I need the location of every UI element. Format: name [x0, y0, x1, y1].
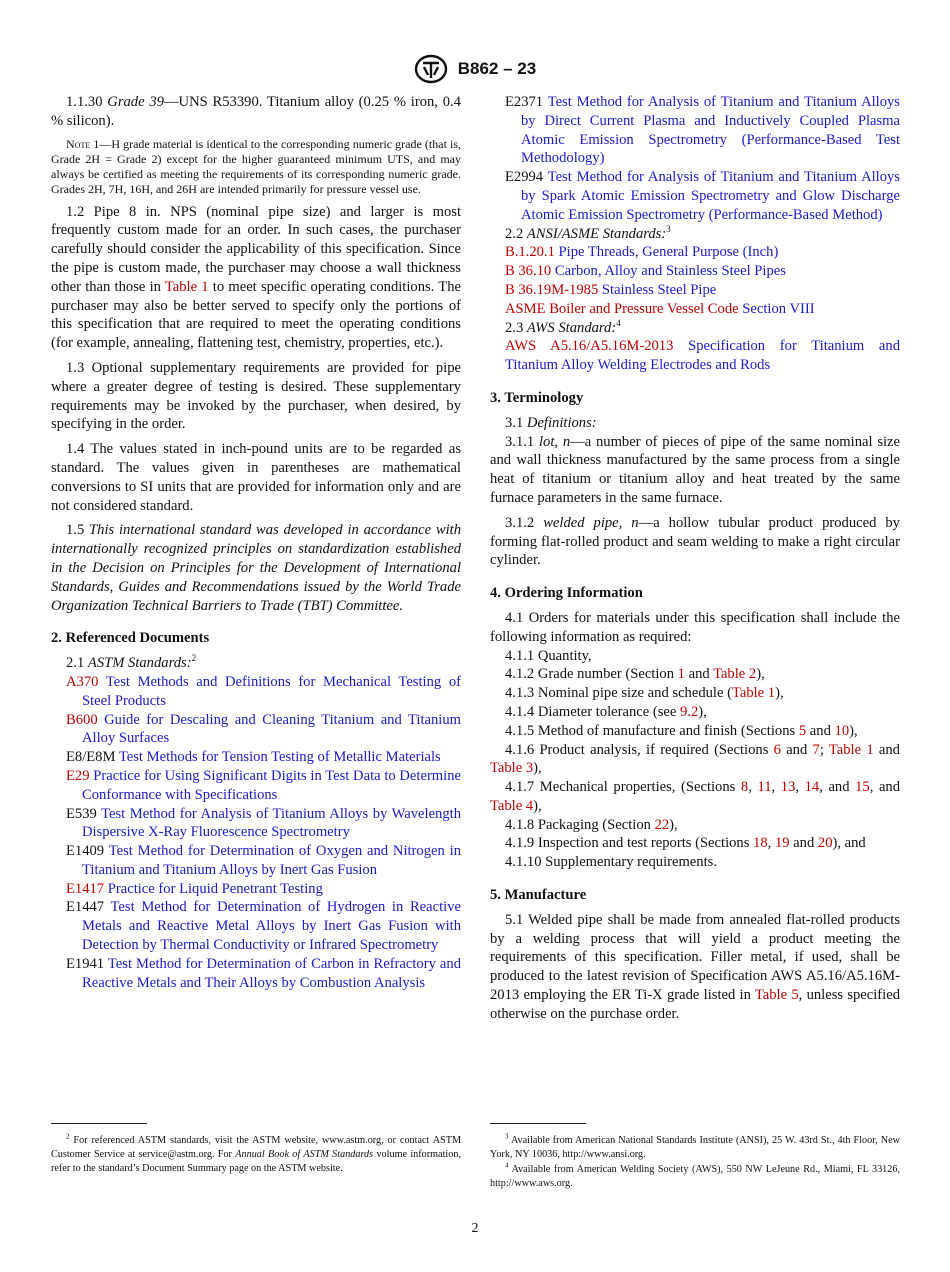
reference-item[interactable] [51, 767, 461, 805]
order-item-4-1-6: 4.1.6 Product analysis, if required (Sections 6 and 7; Table 1 and Table 3), [490, 741, 900, 777]
link-table-2[interactable]: Table 2 [713, 666, 757, 683]
section-5-heading: 5. Manufacture [490, 887, 587, 904]
reference-code: E2994 [505, 169, 544, 186]
footnote-2: $^2$ For referenced ASTM standards, visit the ASTM website, www.astm.org, or contact ASTM Customer Service at service@astm.org. For Annual Book of ASTM Standards volume information, refer to the standard’s Document Summary page on the ASTM website. [51, 1132, 461, 1174]
link-section-5[interactable]: 5 [798, 722, 807, 739]
reference-code: E1409 [66, 843, 105, 860]
reference-title[interactable]: Test Method for Analysis of Titanium and Titanium Alloys by Spark Atomic Emission Spectrometry and Glow Discharge Atomic Emission Spectrometry (Performance-Based Method) [521, 169, 900, 223]
ansi-reference-list [490, 243, 900, 318]
reference-title[interactable]: Stainless Steel Pipe [601, 281, 717, 298]
page-header [0, 54, 950, 84]
para-3-1: 3.1 Definitions: [505, 414, 597, 431]
section-2-heading: 2. Referenced Documents [51, 630, 210, 647]
reference-item[interactable] [490, 281, 900, 300]
link-table-1[interactable]: Table 1 [164, 278, 209, 295]
order-item-4-1-3: 4.1.3 Nominal pipe size and schedule (Table 1), [505, 685, 784, 702]
link-section-18[interactable]: 18 [753, 835, 768, 852]
reference-title[interactable]: Test Method for Analysis of Titanium and Titanium Alloys by Direct Current Plasma and Inductively Coupled Plasma Atomic Emission Spectrometry (Performance-Based Test Methodology) [521, 94, 900, 167]
para-3-1-1: 3.1.1 lot, n—a number of pieces of pipe of the same nominal size and wall thickness manufactured by the same process from a single heat of titanium or titanium alloy and heat treated by the same furnace parameters in the same furnace. [490, 433, 901, 506]
order-item-4-1-8: 4.1.8 Packaging (Section 22), [505, 816, 678, 833]
reference-title[interactable]: Section VIII [742, 300, 815, 317]
reference-item[interactable] [51, 748, 461, 767]
reference-item[interactable] [490, 93, 900, 168]
reference-code: E29 [66, 767, 90, 784]
reference-code: ASME Boiler and Pressure Vessel Code [505, 300, 739, 317]
note-1: Note 1—H grade material is identical to the corresponding numeric grade (that is, Grade 2H = Grade 2) except for the higher guaranteed minimum UTS, and may always be certified as meeting the requirements of its corresponding numeric grade. Grades 2H, 7H, 16H, and 26H are intended primarily for pressure vessel use. [51, 136, 462, 196]
left-column [51, 93, 461, 992]
para-5-1: 5.1 Welded pipe shall be made from annealed flat-rolled products by a welding process that will yield a product meeting the requirements of this specification. Filler metal, if used, shall be produced to the latest revision of Specification AWS A5.16/A5.16M-2013 employing the ER Ti-X grade listed in Table 5, unless specified otherwise on the purchase order. [490, 911, 900, 1022]
para-1-4: 1.4 The values stated in inch-pound units are to be regarded as standard. The values given in parentheses are mathematical conversions to SI units that are provided for information only and are not considered standard. [51, 441, 461, 514]
reference-title[interactable]: Test Method for Analysis of Titanium Alloys by Wavelength Dispersive X-Ray Fluorescence Spectrometry [82, 805, 461, 841]
reference-title[interactable]: Test Methods for Tension Testing of Metallic Materials [118, 749, 441, 766]
reference-item[interactable] [51, 673, 461, 711]
section-4-heading: 4. Ordering Information [490, 585, 643, 602]
astm-reference-list [51, 673, 461, 993]
astm-reference-list-continued [490, 93, 900, 225]
link-table-3[interactable]: Table 3 [490, 760, 534, 777]
reference-item[interactable] [51, 711, 461, 749]
reference-title[interactable]: Test Method for Determination of Hydrogen in Reactive Metals and Reactive Metal Alloys by Inert Gas Fusion with Detection by Thermal Conductivity or Infrared Spectrometry [82, 899, 461, 954]
reference-title[interactable]: Test Methods and Definitions for Mechanical Testing of Steel Products [82, 673, 461, 709]
link-table-4[interactable]: Table 4 [490, 797, 534, 814]
footnote-3: $^3$ Available from American National Standards Institute (ANSI), 25 W. 43rd St., 4th Floor, New York, NY 10036, http://www.ansi.org. [490, 1132, 900, 1160]
page-number: 2 [471, 1221, 479, 1236]
order-item-4-1-4: 4.1.4 Diameter tolerance (see 9.2), [505, 703, 707, 720]
link-section-1[interactable]: 1 [677, 666, 685, 683]
reference-item[interactable] [51, 898, 461, 954]
link-section-13[interactable]: 13 [780, 779, 796, 796]
reference-code: E2371 [505, 94, 544, 110]
para-1-3: 1.3 Optional supplementary requirements are provided for pipe where a greater degree of testing is desired. These supplementary requirements may be invoked by the purchaser, when desired, by specifying in the order. [51, 359, 461, 433]
para-2-2: 2.2 ANSI/ASME Standards:$^3$ [505, 223, 671, 242]
link-section-8[interactable]: 8 [740, 779, 749, 796]
reference-item[interactable] [51, 955, 461, 993]
reference-code: B 36.10 [505, 263, 552, 280]
link-section-19[interactable]: 19 [774, 835, 790, 852]
reference-title[interactable]: Carbon, Alloy and Stainless Steel Pipes [554, 263, 786, 280]
reference-code: E1447 [66, 899, 105, 916]
order-item-4-1-7: 4.1.7 Mechanical properties, (Sections 8, 11, 13, 14, and 15, and Table 4), [490, 779, 901, 814]
link-table-5[interactable]: Table 5 [754, 987, 799, 1004]
footnote-rule [490, 1123, 586, 1124]
reference-code: E8/E8M [66, 749, 116, 766]
reference-item[interactable] [490, 168, 900, 224]
reference-title[interactable]: Practice for Liquid Penetrant Testing [107, 880, 323, 897]
reference-code: B.1.20.1 [505, 244, 555, 261]
reference-code: A370 [66, 673, 99, 690]
para-2-3: 2.3 AWS Standard:$^4$ [505, 317, 621, 336]
link-section-11[interactable]: 11 [757, 779, 772, 796]
para-4-1: 4.1 Orders for materials under this specification shall include the following information as required: [490, 609, 900, 645]
para-1-5: 1.5 This international standard was developed in accordance with internationally recognized principles on standardization established in the Decision on Principles for the Development of International Standards, Guides and Recommendations issued by the World Trade Organization Technical Barriers to Trade (TBT) Committee. [51, 522, 462, 614]
footnote-rule [51, 1123, 147, 1124]
link-table-1[interactable]: Table 1 [828, 741, 874, 758]
reference-item[interactable] [490, 243, 900, 262]
reference-title[interactable]: Guide for Descaling and Cleaning Titanium and Titanium Alloy Surfaces [82, 711, 461, 747]
astm-logo-icon [414, 54, 448, 84]
reference-title[interactable]: Test Method for Determination of Carbon in Refractory and Reactive Metals and Their Alloys by Combustion Analysis [82, 955, 461, 991]
document-code: B862 – 23 [457, 59, 537, 78]
reference-item[interactable]: AWS A5.16/A5.16M-2013 Specification for Titanium and Titanium Alloy Welding Electrodes and Rods [505, 338, 900, 374]
reference-code: E539 [66, 805, 97, 822]
para-3-1-2: 3.1.2 welded pipe, n—a hollow tubular product produced by forming flat-rolled product and seam welding to make a right circular cylinder. [490, 514, 900, 569]
reference-title[interactable]: Pipe Threads, General Purpose (Inch) [558, 244, 779, 261]
reference-item[interactable] [490, 262, 900, 281]
reference-code: E1941 [66, 955, 105, 972]
reference-item[interactable] [51, 880, 461, 899]
link-section-6[interactable]: 6 [773, 741, 781, 758]
order-item-4-1-1: 4.1.1 Quantity, [505, 647, 592, 664]
reference-code: B 36.19M-1985 [505, 281, 599, 298]
reference-item[interactable] [490, 300, 900, 319]
reference-title[interactable]: Practice for Using Significant Digits in Test Data to Determine Conformance with Specifications [82, 767, 461, 803]
order-item-4-1-5: 4.1.5 Method of manufacture and finish (Sections 5 and 10), [505, 722, 858, 739]
para-2-1: 2.1 ASTM Standards:$^2$ [66, 653, 197, 672]
para-1-2: 1.2 Pipe 8 in. NPS (nominal pipe size) and larger is most frequently custom made for an order. In such cases, the purchaser carefully should consider the applicability of this specification. Since the pipe is custom made, the purchaser may choose a wall thickness other than those in Table 1 to meet specific operating conditions. The purchaser may also be better served to specify only the portions of this specification that are required to meet the operating conditions (for example, annealing, flattening test, chemistry, properties, etc.). [51, 203, 461, 352]
reference-item[interactable] [51, 805, 461, 843]
order-item-4-1-9: 4.1.9 Inspection and test reports (Sections 18, 19 and 20), and [505, 835, 866, 852]
section-3-heading: 3. Terminology [490, 389, 584, 406]
link-section-7[interactable]: 7 [812, 741, 820, 758]
right-column [490, 93, 900, 1030]
link-section-9-2[interactable]: 9.2 [680, 703, 699, 720]
reference-item[interactable] [51, 842, 461, 880]
reference-code: E1417 [66, 880, 105, 897]
link-section-15[interactable]: 15 [855, 779, 870, 796]
link-section-20[interactable]: 20 [817, 835, 833, 852]
link-section-10[interactable]: 10 [834, 722, 850, 739]
reference-code: B600 [66, 711, 98, 728]
link-table-1[interactable]: Table 1 [731, 685, 776, 702]
reference-title[interactable]: Test Method for Determination of Oxygen and Nitrogen in Titanium and Titanium Alloys by Inert Gas Fusion [82, 843, 461, 878]
link-section-22[interactable]: 22 [654, 816, 670, 833]
order-item-4-1-2: 4.1.2 Grade number (Section 1 and Table 2), [505, 666, 765, 683]
footnote-4: $^4$ Available from American Welding Society (AWS), 550 NW LeJeune Rd., Miami, FL 33126, http://www.aws.org. [490, 1161, 900, 1189]
link-section-14[interactable]: 14 [804, 779, 820, 796]
order-item-4-1-10: 4.1.10 Supplementary requirements. [505, 854, 717, 871]
para-1-1-30: 1.1.30 Grade 39—UNS R53390. Titanium alloy (0.25 % iron, 0.4 % silicon). [51, 94, 461, 129]
